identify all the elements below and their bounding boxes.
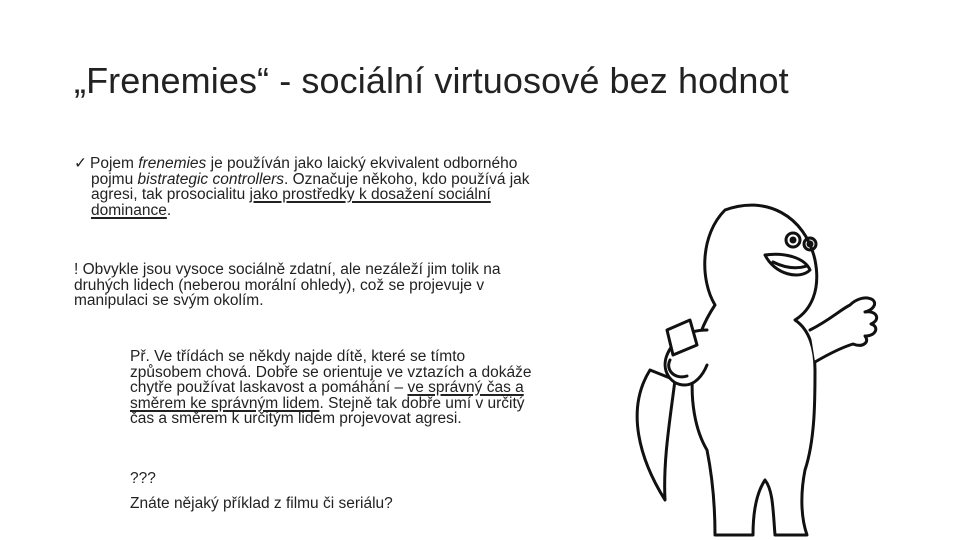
figure-body — [692, 205, 817, 535]
slide-title: „Frenemies“ - sociální virtuosové bez hodnot — [74, 60, 789, 101]
checkmark-icon: ✓ — [74, 155, 87, 172]
term-bistrategic-controllers: bistrategic controllers — [137, 170, 284, 188]
figure-arm-right — [810, 298, 877, 362]
knife-blade — [637, 370, 675, 500]
underlined-phrase: směrem ke správným lidem — [130, 394, 320, 412]
underlined-phrase: jako prostředky k dosažení sociální — [249, 186, 491, 203]
figure-with-knife-illustration — [615, 180, 885, 540]
paragraph-question: ??? Znáte nějaký příklad z filmu či seriálu? — [130, 470, 393, 512]
paragraph-example: Př. Ve třídách se někdy najde dítě, které se tímto způsobem chová. Dobře se orientuje ve vztazích a dokáže chytře používat laskavost a pomáhání – ve správný čas a směrem ke správným lidem. Stejně tak dobře umí v určitý čas a směrem k určitým lidem projevovat agresi. — [130, 348, 532, 427]
term-frenemies: frenemies — [138, 155, 207, 172]
underlined-phrase: ve správný čas a — [407, 379, 524, 396]
bullet-definition: ✓ Pojem frenemies je používán jako laický ekvivalent odborného pojmu bistrategic controllers. Označuje někoho, kdo používá jak agresi, tak prosocialitu jako prostředky k dosažení sociální dominance. — [74, 155, 530, 219]
paragraph-note: ! Obvykle jsou vysoce sociálně zdatní, ale nezáleží jim tolik na druhých lidech (neberou morální ohledy), což se projevuje v manipulaci se svým okolím. — [74, 261, 501, 309]
underlined-word: dominance — [91, 201, 167, 219]
